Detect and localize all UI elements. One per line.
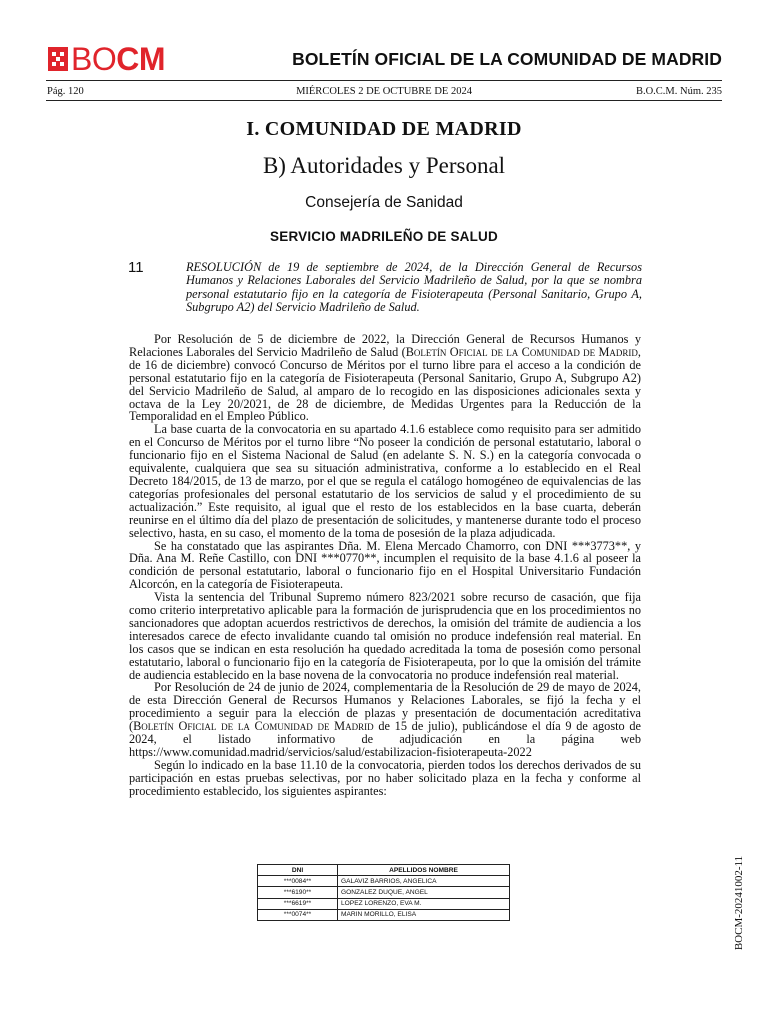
page-number: Pág. 120: [47, 86, 84, 97]
item-number: 11: [128, 259, 144, 276]
paragraph-5: Por Resolución de 24 de junio de 2024, complementaria de la Resolución de 29 de mayo de 2024, de esta Dirección General de Recursos Humanos y Relaciones Laborales, se fijó la fecha y el procedimiento a seguir para la elección de plazas y presentación de documentación acreditativa (Boletín Oficial de la Comunidad de Madrid de 15 de julio), publicándose el día 9 de agosto de 2024, el listado informativo de adjudicación en la página web https://www.comunidad.madrid/servicios/salud/estabilizacion-fisioterapeuta-2022: [129, 680, 642, 759]
paragraph-2: La base cuarta de la convocatoria en su apartado 4.1.6 establece como requisito para ser admitido en el Concurso de Méritos por el turno libre “No poseer la condición de personal estatutario, laboral o funcionario fijo en el Sistema Nacional de Salud (en adelante S. N. S.) en la categoría convocada o equivalente, cualquiera que sea su situación administrativa, conforme a lo establecido en el Real Decreto 184/2015, de 13 de marzo, por el que se regula el catálogo homogéneo de equivalencias de las categorías profesionales del personal estatutario de los servicios de salud y el procedimiento de su actualización.” Este requisito, al igual que el resto de los establecidos en la base cuarta, deberán reunirse en el último día del plazo de presentación de solicitudes, y mantenerse durante todo el proceso selectivo, hasta, en su caso, el momento de la toma de posesión de la plaza adjudicada.: [129, 422, 641, 540]
service-name: SERVICIO MADRILEÑO DE SALUD: [270, 229, 498, 244]
header-rule-top: [46, 80, 722, 81]
document-body: [129, 333, 641, 798]
name-cell: GALAVIZ BARRIOS, ANGELICA: [338, 876, 510, 887]
dni-cell: ***6619**: [258, 898, 338, 909]
column-header-name: APELLIDOS NOMBRE: [338, 865, 510, 876]
dni-cell: ***0074**: [258, 909, 338, 920]
madrid-flag-icon: [48, 47, 68, 71]
section-title: I. COMUNIDAD DE MADRID: [246, 118, 522, 140]
header-rule-bottom: [46, 100, 722, 101]
document-code: BOCM-20241002-11: [733, 855, 745, 951]
table-row: [258, 909, 510, 920]
table-row: [258, 887, 510, 898]
paragraph-4: Vista la sentencia del Tribunal Supremo número 823/2021 sobre recurso de casación, que fija como criterio interpretativo aplicable para la formación de jurisprudencia que en los procedimientos no sancionadores que adoptan acuerdos restrictivos de derechos, la omisión del trámite de audiencia a los interesados carece de efecto invalidante cuando tal omisión no produce indefensión real material. En los casos que se indican en esta resolución ha quedado acreditada la toma de posesión como personal estatutario, laboral o funcionario fijo en la categoría de Fisioterapeuta, por lo que la omisión del trámite de audiencia establecido en la base novena de la convocatoria no produce indefensión real material.: [129, 590, 641, 682]
section-subtitle: B) Autoridades y Personal: [262, 153, 506, 178]
table-header: [258, 865, 510, 876]
name-cell: MARIN MORILLO, ELISA: [338, 909, 510, 920]
table-row: [258, 898, 510, 909]
journal-title: BOLETÍN OFICIAL DE LA COMUNIDAD DE MADRID: [292, 49, 722, 69]
issue-date: MIÉRCOLES 2 DE OCTUBRE DE 2024: [296, 86, 472, 97]
dni-cell: ***6190**: [258, 887, 338, 898]
logo-text: BOCM: [71, 41, 165, 77]
department-name: Consejería de Sanidad: [305, 194, 463, 211]
column-header-dni: DNI: [258, 865, 338, 876]
name-cell: GONZALEZ DUQUE, ANGEL: [338, 887, 510, 898]
paragraph-1: Por Resolución de 5 de diciembre de 2022, la Dirección General de Recursos Humanos y Relaciones Laborales del Servicio Madrileño de Salud (Boletín Oficial de la Comunidad de Madrid, de 16 de diciembre) convocó Concurso de Méritos por el turno libre para el acceso a la condición de personal estatutario fijo en la categoría de Fisioterapeuta (Personal Sanitario, Grupo A, Subgrupo A2) del Servicio Madrileño de Salud, al amparo de lo recogido en las disposiciones adicionales sexta y octava de la Ley 20/2021, de 28 de diciembre, de Medidas Urgentes para la Reducción de la Temporalidad en el Empleo Público.: [129, 332, 641, 424]
applicants-table: [257, 864, 510, 921]
paragraph-6: Según lo indicado en la base 11.10 de la convocatoria, pierden todos los derechos derivados de su participación en estas pruebas selectivas, por no haber solicitado plaza en la fecha y conforme al procedimiento establecido, los siguientes aspirantes:: [129, 757, 641, 798]
paragraph-3: Se ha constatado que las aspirantes Dña. M. Elena Mercado Chamorro, con DNI ***3773**, y Dña. Ana M. Reñe Castillo, con DNI ***0770**, incumplen el requisito de la base 4.1.6 al poseer la condición de personal estatutario, laboral o funcionario fijo en el Hospital Universitario Fundación Alcorcón, en la categoría de Fisioterapeuta.: [129, 538, 641, 592]
name-cell: LOPEZ LORENZO, EVA M.: [338, 898, 510, 909]
resolution-summary: RESOLUCIÓN de 19 de septiembre de 2024, de la Dirección General de Recursos Humanos y Relaciones Laborales del Servicio Madrileño de Salud, por la que se nombra personal estatutario fijo en la categoría de Fisioterapeuta (Personal Sanitario, Grupo A, Subgrupo A2) del Servicio Madrileño de Salud.: [186, 260, 642, 314]
issue-number: B.O.C.M. Núm. 235: [635, 86, 722, 97]
dni-cell: ***0084**: [258, 876, 338, 887]
document-code-sidebar: [731, 851, 747, 955]
bocm-logo: [48, 41, 165, 77]
table-row: [258, 876, 510, 887]
